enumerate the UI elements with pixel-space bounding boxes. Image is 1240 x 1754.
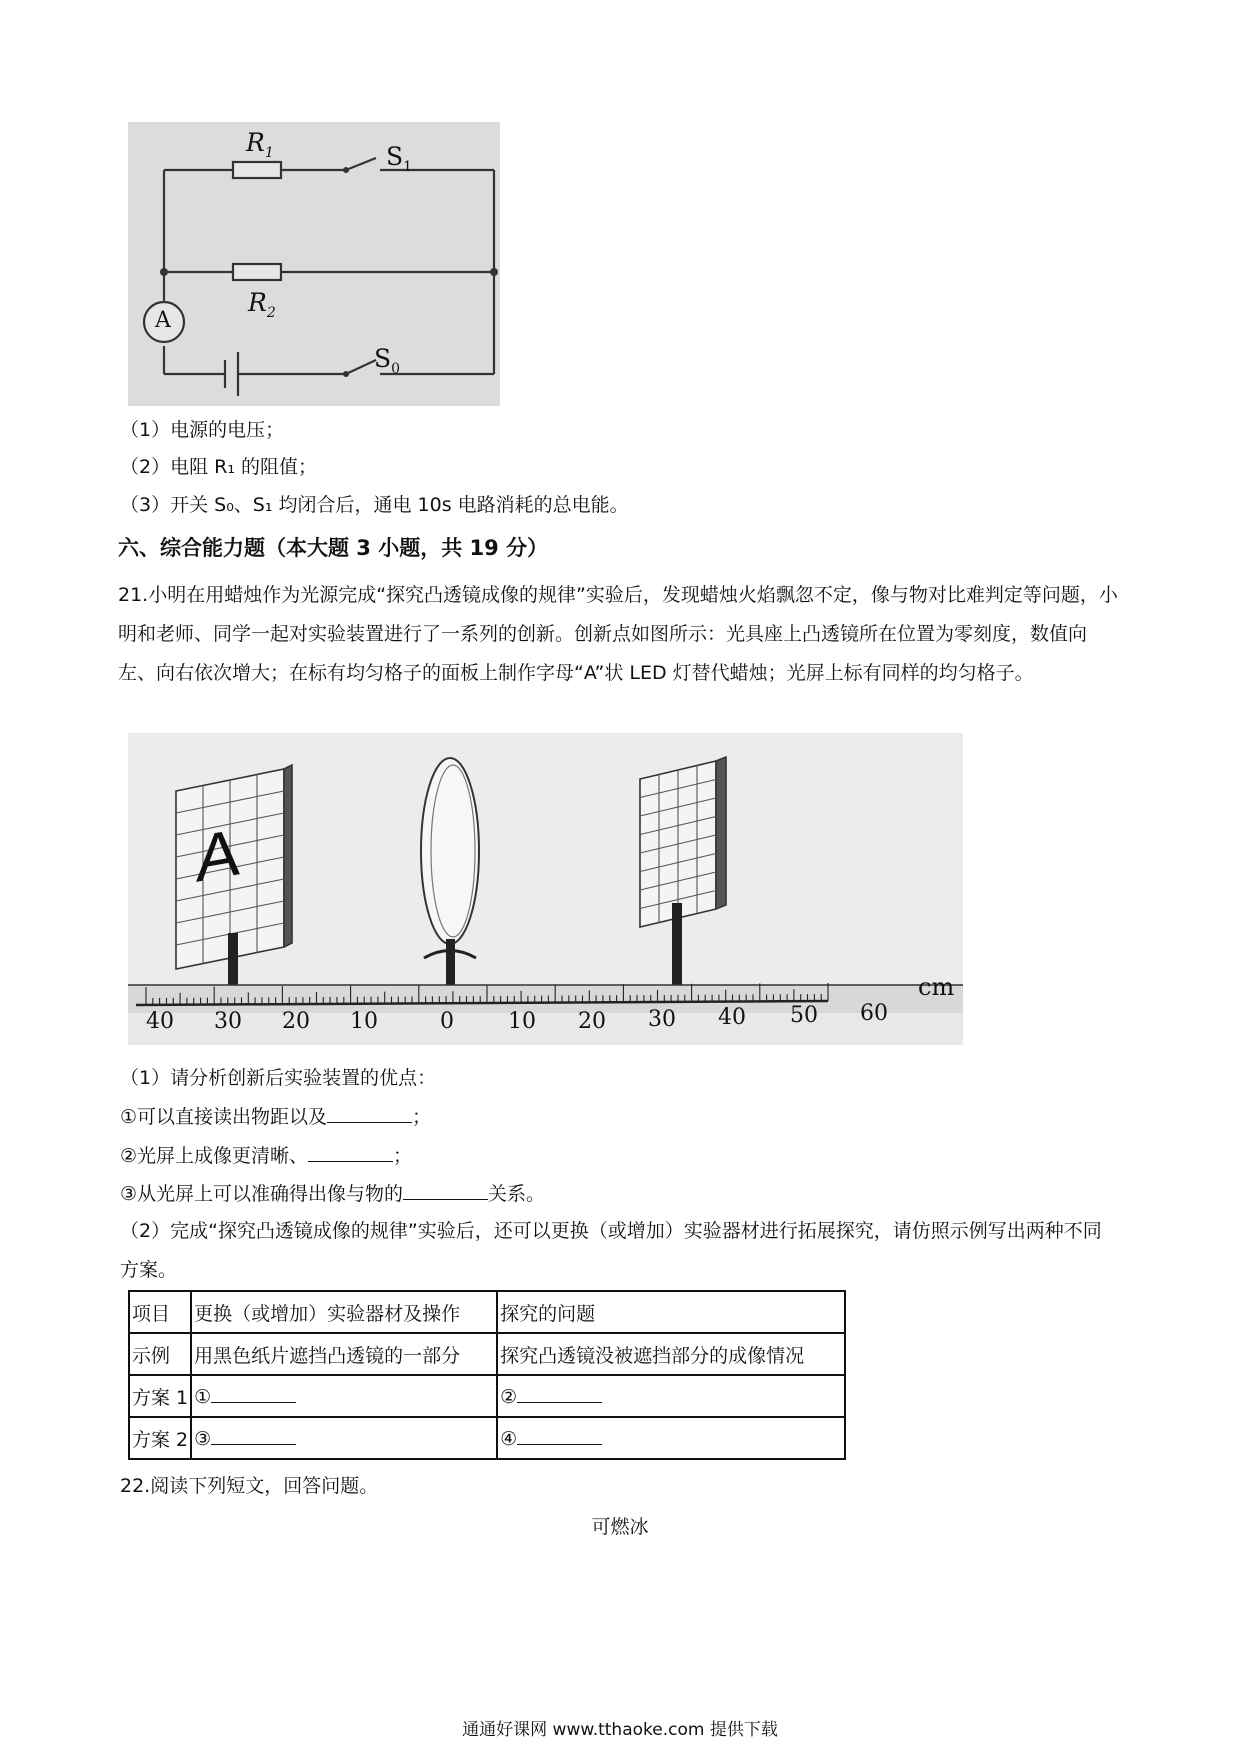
ruler-tick-label: 20 — [578, 1009, 606, 1034]
ruler-tick-label: 0 — [440, 1009, 454, 1034]
answer-blank[interactable] — [517, 1384, 602, 1403]
ruler-tick-label: 20 — [282, 1009, 310, 1034]
object-letter-a: A — [196, 814, 241, 896]
s1-label: $S_1$ — [386, 142, 413, 175]
table-cell[interactable]: ③ — [191, 1417, 497, 1459]
table-cell: 项目 — [129, 1291, 191, 1333]
table-cell[interactable]: ① — [191, 1375, 497, 1417]
screen-panel — [640, 757, 726, 927]
ruler-tick-label: 60 — [860, 1001, 888, 1026]
q22-passage-title: 可燃冰 — [591, 1516, 649, 1538]
s0-label: $S_0$ — [374, 344, 401, 377]
answer-blank[interactable] — [211, 1384, 296, 1403]
ruler-tick-label: 50 — [790, 1003, 818, 1028]
r2-label: $R_2$ — [248, 288, 276, 321]
optical-bench-drawing — [128, 733, 963, 1045]
ruler-tick-label: 10 — [350, 1009, 378, 1034]
q22-stem: 22.阅读下列短文，回答问题。 — [120, 1475, 379, 1497]
table-row — [129, 1417, 845, 1459]
plan-table — [128, 1290, 846, 1460]
r1-label: $R_1$ — [246, 128, 274, 161]
table-cell: 探究的问题 — [497, 1291, 845, 1333]
table-row — [129, 1333, 845, 1375]
answer-blank[interactable] — [403, 1181, 488, 1200]
table-cell: 示例 — [129, 1333, 191, 1375]
ruler-tick-label: 40 — [718, 1005, 746, 1030]
answer-blank[interactable] — [211, 1426, 296, 1445]
circuit-diagram — [128, 122, 500, 406]
q21-part1-b: ②光屏上成像更清晰、 ； — [120, 1145, 413, 1167]
q20-item-1: （1）电源的电压； — [120, 419, 285, 441]
q21-part2: （2）完成“探究凸透镜成像的规律”实验后，还可以更换（或增加）实验器材进行拓展探究，请仿照示例写出两种不同方案。 — [120, 1220, 1102, 1281]
q21-stem: 21.小明在用蜡烛作为光源完成“探究凸透镜成像的规律”实验后，发现蜡烛火焰飘忽不定，像与物对比难判定等问题，小明和老师、同学一起对实验装置进行了一系列的创新。创新点如图所示：光具座上凸透镜所在位置为零刻度，数值向左、向右依次增大；在标有均匀格子的面板上制作字母“A”状 LED 灯替代蜡烛；光屏上标有同样的均匀格子。 — [118, 584, 1118, 684]
ruler-tick-label: 40 — [146, 1009, 174, 1034]
ammeter-label: A — [155, 308, 171, 333]
answer-blank[interactable] — [327, 1104, 412, 1123]
page-footer: 通通好课网 www.tthaoke.com 提供下载 — [462, 1720, 778, 1740]
table-cell[interactable]: ④ — [497, 1417, 845, 1459]
q20-item-2: （2）电阻 R₁ 的阻值； — [120, 456, 317, 478]
q21-part1-a: ①可以直接读出物距以及 ； — [120, 1106, 432, 1128]
table-cell: 方案 2 — [129, 1417, 191, 1459]
q20-item-3: （3）开关 S₀、S₁ 均闭合后，通电 10s 电路消耗的总电能。 — [120, 494, 629, 516]
ruler-tick-label: 30 — [214, 1009, 242, 1034]
circuit-figure — [128, 122, 500, 406]
table-row — [129, 1375, 845, 1417]
q21-part1-title: （1）请分析创新后实验装置的优点： — [120, 1067, 437, 1089]
table-cell: 方案 1 — [129, 1375, 191, 1417]
table-cell[interactable]: ② — [497, 1375, 845, 1417]
table-cell: 探究凸透镜没被遮挡部分的成像情况 — [497, 1333, 845, 1375]
ruler-unit: cm — [918, 973, 955, 1001]
lens — [421, 758, 479, 944]
section-heading: 六、综合能力题（本大题 3 小题，共 19 分） — [118, 536, 549, 560]
table-cell: 用黑色纸片遮挡凸透镜的一部分 — [191, 1333, 497, 1375]
q21-part1-c: ③从光屏上可以准确得出像与物的 关系。 — [120, 1183, 546, 1205]
optical-bench-figure — [128, 733, 963, 1045]
table-cell: 更换（或增加）实验器材及操作 — [191, 1291, 497, 1333]
answer-blank[interactable] — [517, 1426, 602, 1445]
ruler-tick-label: 30 — [648, 1007, 676, 1032]
answer-blank[interactable] — [308, 1143, 393, 1162]
table-row — [129, 1291, 845, 1333]
ruler-tick-label: 10 — [508, 1009, 536, 1034]
screen-post — [672, 903, 682, 993]
